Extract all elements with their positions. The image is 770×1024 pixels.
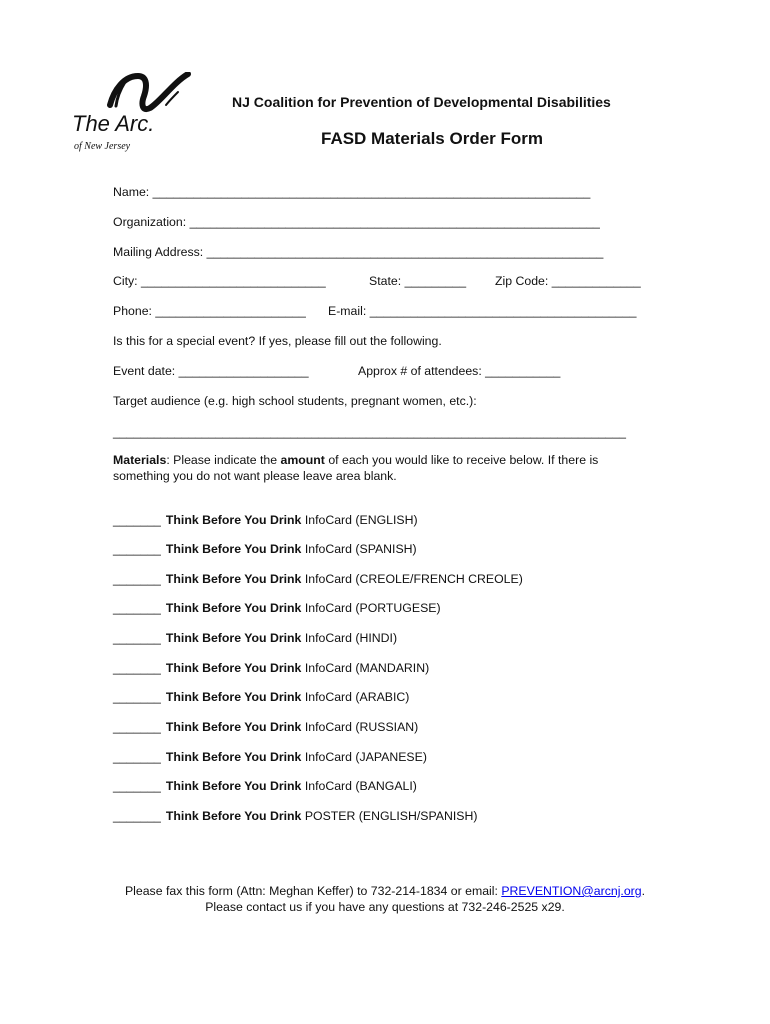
address-label: Mailing Address: bbox=[113, 245, 204, 259]
material-item-title: Think Before You Drink bbox=[165, 809, 302, 823]
zip-label: Zip Code: bbox=[495, 274, 549, 288]
material-item-type: InfoCard (SPANISH) bbox=[304, 542, 417, 556]
city-field[interactable]: ___________________________ bbox=[141, 274, 326, 288]
event-date-field[interactable]: ___________________ bbox=[178, 364, 309, 378]
quantity-field[interactable]: _______ bbox=[113, 631, 161, 645]
material-item-title: Think Before You Drink bbox=[165, 631, 302, 645]
quantity-field[interactable]: _______ bbox=[113, 690, 161, 704]
material-item-title: Think Before You Drink bbox=[165, 661, 302, 675]
address-field[interactable]: __________________________________________________________ bbox=[206, 245, 604, 259]
material-item-type: InfoCard (PORTUGESE) bbox=[304, 601, 441, 615]
organization-field[interactable]: ____________________________________________________________ bbox=[189, 215, 600, 229]
material-item-title: Think Before You Drink bbox=[165, 720, 302, 734]
page-title: FASD Materials Order Form bbox=[321, 129, 544, 148]
phone-group bbox=[113, 304, 306, 318]
material-item-title: Think Before You Drink bbox=[165, 572, 302, 586]
event-date-group bbox=[113, 364, 309, 378]
name-row bbox=[113, 185, 590, 199]
material-item bbox=[113, 750, 427, 764]
material-item-title: Think Before You Drink bbox=[165, 750, 302, 764]
phone-field[interactable]: ______________________ bbox=[155, 304, 306, 318]
name-label: Name: bbox=[113, 185, 150, 199]
quantity-field[interactable]: _______ bbox=[113, 750, 161, 764]
material-item-title: Think Before You Drink bbox=[165, 513, 302, 527]
materials-intro-text-1: : Please indicate the bbox=[166, 453, 278, 467]
material-item bbox=[113, 601, 441, 615]
materials-heading: Materials bbox=[113, 453, 167, 467]
quantity-field[interactable]: _______ bbox=[113, 542, 161, 556]
email-field[interactable]: _______________________________________ bbox=[369, 304, 637, 318]
material-item-type: InfoCard (RUSSIAN) bbox=[304, 720, 419, 734]
state-label: State: bbox=[369, 274, 402, 288]
address-row bbox=[113, 245, 603, 259]
material-item-type: InfoCard (MANDARIN) bbox=[304, 661, 430, 675]
attendees-group bbox=[358, 364, 560, 378]
quantity-field[interactable]: _______ bbox=[113, 513, 161, 527]
quantity-field[interactable]: _______ bbox=[113, 720, 161, 734]
email-label: E-mail: bbox=[328, 304, 367, 318]
email-link[interactable]: PREVENTION@arcnj.org bbox=[501, 884, 642, 898]
material-item bbox=[113, 572, 523, 586]
target-audience-field[interactable]: ___________________________________________________________________________ bbox=[113, 425, 626, 439]
materials-intro-line2: something you do not want please leave area blank. bbox=[113, 469, 397, 483]
material-item bbox=[113, 631, 397, 645]
quantity-field[interactable]: _______ bbox=[113, 661, 161, 675]
organization-label: Organization: bbox=[113, 215, 187, 229]
material-item bbox=[113, 720, 418, 734]
material-item-type: InfoCard (CREOLE/FRENCH CREOLE) bbox=[304, 572, 523, 586]
material-item-type: InfoCard (ENGLISH) bbox=[304, 513, 418, 527]
footer-period: . bbox=[641, 884, 646, 898]
coalition-heading: NJ Coalition for Prevention of Developmental Disabilities bbox=[232, 94, 611, 110]
logo-subtitle-text: of New Jersey bbox=[74, 141, 131, 152]
material-item bbox=[113, 542, 417, 556]
material-item bbox=[113, 809, 477, 823]
attendees-label: Approx # of attendees: bbox=[358, 364, 482, 378]
quantity-field[interactable]: _______ bbox=[113, 601, 161, 615]
city-label: City: bbox=[113, 274, 138, 288]
material-item-type: InfoCard (BANGALI) bbox=[304, 779, 417, 793]
state-field[interactable]: _________ bbox=[404, 274, 467, 288]
quantity-field[interactable]: _______ bbox=[113, 779, 161, 793]
material-item-title: Think Before You Drink bbox=[165, 690, 302, 704]
zip-group bbox=[495, 274, 641, 288]
material-item bbox=[113, 690, 409, 704]
state-group bbox=[369, 274, 466, 288]
zip-field[interactable]: _____________ bbox=[551, 274, 641, 288]
material-item-title: Think Before You Drink bbox=[165, 542, 302, 556]
material-item-title: Think Before You Drink bbox=[165, 779, 302, 793]
material-item-type: InfoCard (JAPANESE) bbox=[304, 750, 427, 764]
material-item bbox=[113, 779, 417, 793]
name-field[interactable]: ________________________________________________________________ bbox=[152, 185, 591, 199]
footer-fax-text: Please fax this form (Attn: Meghan Keffer) to 732-214-1834 or email: bbox=[124, 884, 498, 898]
materials-intro bbox=[113, 453, 598, 467]
material-item bbox=[113, 661, 429, 675]
footer-contact-line: Please contact us if you have any questions at 732-246-2525 x29. bbox=[205, 900, 565, 914]
special-event-question: Is this for a special event? If yes, please fill out the following. bbox=[113, 334, 442, 348]
attendees-field[interactable]: ___________ bbox=[485, 364, 561, 378]
city-group bbox=[113, 274, 326, 288]
email-group bbox=[328, 304, 636, 318]
quantity-field[interactable]: _______ bbox=[113, 809, 161, 823]
quantity-field[interactable]: _______ bbox=[113, 572, 161, 586]
material-item-title: Think Before You Drink bbox=[165, 601, 302, 615]
material-item-type: InfoCard (HINDI) bbox=[304, 631, 398, 645]
event-date-label: Event date: bbox=[113, 364, 176, 378]
material-item-type: POSTER (ENGLISH/SPANISH) bbox=[304, 809, 478, 823]
material-item-type: InfoCard (ARABIC) bbox=[304, 690, 410, 704]
organization-row bbox=[113, 215, 600, 229]
materials-intro-bold: amount bbox=[280, 453, 325, 467]
phone-label: Phone: bbox=[113, 304, 152, 318]
footer-fax-line bbox=[0, 884, 770, 898]
materials-intro-text-2: of each you would like to receive below. If there is bbox=[328, 453, 599, 467]
material-item bbox=[113, 513, 418, 527]
logo-brand-text: The Arc. bbox=[72, 111, 155, 136]
arc-logo bbox=[70, 72, 200, 156]
target-audience-label: Target audience (e.g. high school students, pregnant women, etc.): bbox=[113, 394, 477, 408]
